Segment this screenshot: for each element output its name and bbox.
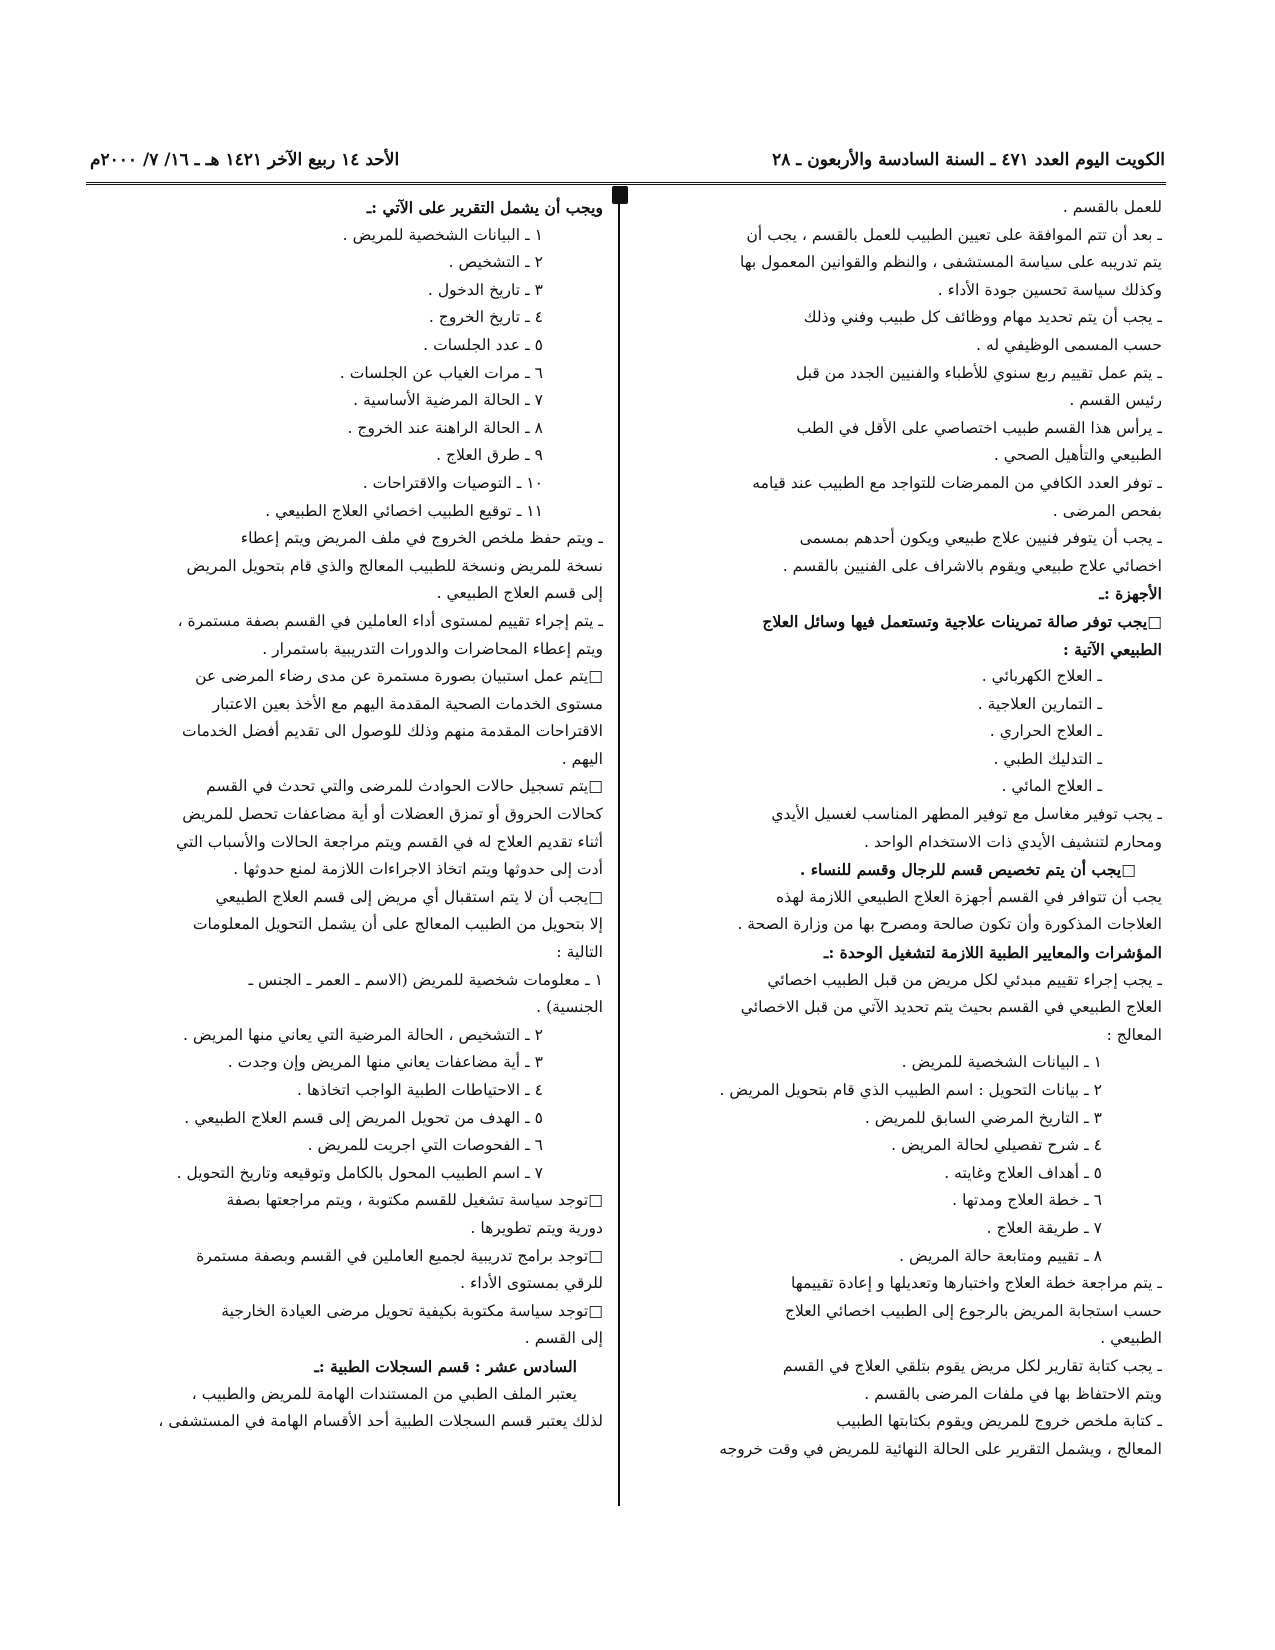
text-line: وكذلك سياسة تحسين جودة الأداء . [937, 280, 1162, 299]
header-date: الأحد ١٤ ربيع الآخر ١٤٢١ هـ ـ ١٦/ ٧/ ٢٠٠٠م [90, 150, 400, 170]
text-line: إلا بتحويل من الطبيب المعالج على أن يشمل التحويل المعلومات [192, 915, 603, 934]
text-line: للعمل بالقسم . [1062, 198, 1162, 216]
section-heading-medical-records: السادس عشر : قسم السجلات الطبية :ـ [314, 1356, 577, 1376]
list-item: ١ ـ البيانات الشخصية للمريض . [342, 225, 543, 244]
text-line: الطبيعي الآتية : [1062, 639, 1162, 659]
list-item: ٦ ـ مرات الغياب عن الجلسات . [339, 363, 543, 382]
text-line: الجنسية) . [536, 998, 603, 1017]
text-line: الاقتراحات المقدمة منهم وذلك للوصول الى تقديم أفضل الخدمات [182, 722, 603, 741]
text-line: مستوى الخدمات الصحية المقدمة اليهم مع الأخذ بعين الاعتبار [212, 694, 603, 713]
list-item: ٨ ـ تقييم ومتابعة حالة المريض . [899, 1246, 1102, 1265]
column-divider [618, 186, 620, 1506]
list-item: ـ التمارين العلاجية . [977, 694, 1102, 713]
text-line: ـ يتم مراجعة خطة العلاج واختبارها وتعديلها و إعادة تقييمها [791, 1274, 1162, 1293]
list-item: ١ ـ معلومات شخصية للمريض (الاسم ـ العمر ـ الجنس ـ [248, 970, 603, 989]
list-item: ١ ـ البيانات الشخصية للمريض . [901, 1053, 1102, 1072]
text-line: نسخة للمريض ونسخة للطبيب المعالج والذي قام بتحويل المريض [186, 556, 603, 575]
text-line: إلى القسم . [524, 1329, 603, 1348]
text-line: أثناء تقديم العلاج له في القسم ويتم مراجعة الحالات والأسباب التي [176, 832, 603, 851]
section-heading-indicators: المؤشرات والمعايير الطبية اللازمة لتشغيل الوحدة :ـ [823, 943, 1162, 963]
text-line: □ توجد برامج تدريبية لجميع العاملين في القسم وبصفة مستمرة [78, 1243, 603, 1271]
text-line: □ يتم تسجيل حالات الحوادث للمرضى والتي تحدث في القسم [78, 773, 603, 801]
left-column [78, 194, 603, 1436]
text-line: يجب أن تتوافر في القسم أجهزة العلاج الطبيعي اللازمة لهذه [776, 887, 1162, 906]
text-line: ـ يتم إجراء تقييم لمستوى أداء العاملين في القسم بصفة مستمرة ، [177, 611, 603, 630]
list-item: ٢ ـ التشخيص ، الحالة المرضية التي يعاني منها المريض . [183, 1025, 543, 1044]
text-line: ويجب أن يشمل التقرير على الآتي :ـ [366, 198, 603, 217]
header-rule [86, 182, 1166, 185]
text-line: يعتبر الملف الطبي من المستندات الهامة للمريض والطبيب ، [191, 1384, 577, 1403]
text-line: □ يتم عمل استبيان بصورة مستمرة عن مدى رضاء المرضى عن [78, 663, 603, 691]
list-item: ٥ ـ الهدف من تحويل المريض إلى قسم العلاج الطبيعي . [184, 1108, 543, 1127]
text-line: الطبيعي . [1100, 1329, 1162, 1348]
text-line: ويتم إعطاء المحاضرات والدورات التدريبية باستمرار . [262, 639, 603, 658]
header-issue-info: الكويت اليوم العدد ٤٧١ ـ السنة السادسة والأربعون ـ ٢٨ [772, 150, 1165, 170]
text-line: كحالات الحروق أو تمزق العضلات أو أية مضاعفات تحصل للمريض [182, 805, 603, 824]
list-item: ٨ ـ الحالة الراهنة عند الخروج . [347, 418, 543, 437]
text-line: اليهم . [561, 749, 603, 768]
text-line: □ يجب توفر صالة تمرينات علاجية وتستعمل فيها وسائل العلاج [630, 608, 1162, 636]
text-line: أدت إلى حدوثها ويتم اتخاذ الاجراءات اللازمة لمنع حدوثها . [233, 860, 603, 879]
text-line: يتم تدريبه على سياسة المستشفى ، والنظم والقوانين المعمول بها [739, 253, 1162, 272]
list-item: ٥ ـ أهداف العلاج وغايته . [944, 1163, 1102, 1182]
text-line: العلاج الطبيعي في القسم بحيث يتم تحديد الآتي من قبل الاخصائي [740, 998, 1162, 1017]
text-line: لذلك يعتبر قسم السجلات الطبية أحد الأقسام الهامة في المستشفى ، [158, 1412, 603, 1431]
list-item: ـ العلاج الكهربائي . [981, 667, 1102, 686]
list-item: ٩ ـ طرق العلاج . [436, 446, 543, 465]
list-item: ٤ ـ شرح تفصيلي لحالة المريض . [891, 1136, 1102, 1155]
text-line: □ توجد سياسة تشغيل للقسم مكتوبة ، ويتم مراجعتها بصفة [78, 1187, 603, 1215]
text-line: للرقي بمستوى الأداء . [460, 1274, 603, 1293]
list-item: ـ العلاج الحراري . [989, 722, 1102, 741]
text-line: دورية ويتم تطويرها . [470, 1218, 603, 1237]
text-line: ـ بعد أن تتم الموافقة على تعيين الطبيب للعمل بالقسم ، يجب أن [746, 225, 1162, 244]
text-line: ـ توفر العدد الكافي من الممرضات للتواجد مع الطبيب عند قيامه [752, 473, 1162, 492]
text-line: □ يجب أن يتم تخصيص قسم للرجال وقسم للنساء . [630, 856, 1162, 884]
list-item: ١١ ـ توقيع الطبيب اخصائي العلاج الطبيعي . [265, 501, 543, 520]
list-item: ـ التدليك الطبي . [993, 749, 1102, 768]
list-item: ٣ ـ تاريخ الدخول . [427, 280, 543, 299]
text-line: ـ يجب أن يتم تحديد مهام ووظائف كل طبيب وفني وذلك [803, 308, 1162, 327]
list-item: ٣ ـ التاريخ المرضي السابق للمريض . [864, 1108, 1102, 1127]
column-divider-cap [612, 186, 628, 204]
text-line: ـ ويتم حفظ ملخص الخروج في ملف المريض ويتم إعطاء [240, 529, 603, 548]
text-line: رئيس القسم . [1069, 391, 1162, 410]
text-line: □ يجب أن لا يتم استقبال أي مريض إلى قسم العلاج الطبيعي [78, 884, 603, 912]
text-line: ـ كتابة ملخص خروج للمريض ويقوم بكتابتها الطبيب [836, 1412, 1162, 1431]
list-item: ٣ ـ أية مضاعفات يعاني منها المريض وإن وجدت . [227, 1053, 543, 1072]
list-item: ٧ ـ الحالة المرضية الأساسية . [353, 391, 543, 410]
text-line: إلى قسم العلاج الطبيعي . [436, 584, 603, 603]
text-line: المعالج : [1106, 1025, 1162, 1044]
text-line: بفحص المرضى . [1052, 501, 1162, 520]
list-item: ٦ ـ الفحوصات التي اجريت للمريض . [307, 1136, 543, 1155]
list-item: ٥ ـ عدد الجلسات . [423, 335, 543, 354]
right-column [630, 194, 1162, 1463]
section-heading-equipment: الأجهزة :ـ [1099, 584, 1162, 604]
text-line: ـ يرأس هذا القسم طبيب اختصاصي على الأقل في الطب [796, 418, 1162, 437]
list-item: ٤ ـ الاحتياطات الطبية الواجب اتخاذها . [296, 1081, 543, 1099]
list-item: ٢ ـ التشخيص . [448, 253, 543, 272]
list-item: ٧ ـ طريقة العلاج . [986, 1218, 1102, 1237]
text-line: ـ يتم عمل تقييم ربع سنوي للأطباء والفنيين الجدد من قبل [795, 363, 1162, 382]
list-item: ـ العلاج المائي . [1001, 777, 1102, 796]
list-item: ٧ ـ اسم الطبيب المحول بالكامل وتوقيعه وتاريخ التحويل . [176, 1163, 543, 1182]
list-item: ٦ ـ خطة العلاج ومدتها . [952, 1191, 1102, 1210]
text-line: العلاجات المذكورة وأن تكون صالحة ومصرح بها من وزارة الصحة . [737, 915, 1162, 934]
text-line: اخصائي علاج طبيعي ويقوم بالاشراف على الفنيين بالقسم . [782, 556, 1162, 575]
list-item: ٢ ـ بيانات التحويل : اسم الطبيب الذي قام بتحويل المريض . [719, 1081, 1102, 1099]
text-line: ومحارم لتنشيف الأيدي ذات الاستخدام الواحد . [864, 832, 1162, 851]
list-item: ١٠ ـ التوصيات والاقتراحات . [362, 473, 543, 492]
text-line: الطبيعي والتأهيل الصحي . [993, 446, 1162, 465]
text-line: □ توجد سياسة مكتوبة بكيفية تحويل مرضى العيادة الخارجية [78, 1298, 603, 1326]
text-line: ـ يجب توفير مغاسل مع توفير المطهر المناسب لغسيل الأيدي [771, 805, 1162, 824]
text-line: ـ يجب أن يتوفر فنيين علاج طبيعي ويكون أحدهم بمسمى [799, 529, 1162, 548]
text-line: المعالج ، ويشمل التقرير على الحالة النهائية للمريض في وقت خروجه [719, 1439, 1162, 1458]
text-line: حسب استجابة المريض بالرجوع إلى الطبيب اخصائي العلاج [784, 1301, 1162, 1320]
text-line: ـ يجب إجراء تقييم مبدئي لكل مريض من قبل الطبيب اخصائي [767, 970, 1162, 989]
text-line: ويتم الاحتفاظ بها في ملفات المرضى بالقسم . [864, 1384, 1162, 1403]
list-item: ٤ ـ تاريخ الخروج . [428, 308, 543, 327]
text-line: ـ يجب كتابة تقارير لكل مريض يقوم بتلقي العلاج في القسم [782, 1356, 1162, 1375]
text-line: حسب المسمى الوظيفي له . [976, 335, 1162, 354]
text-line: التالية : [556, 943, 603, 962]
